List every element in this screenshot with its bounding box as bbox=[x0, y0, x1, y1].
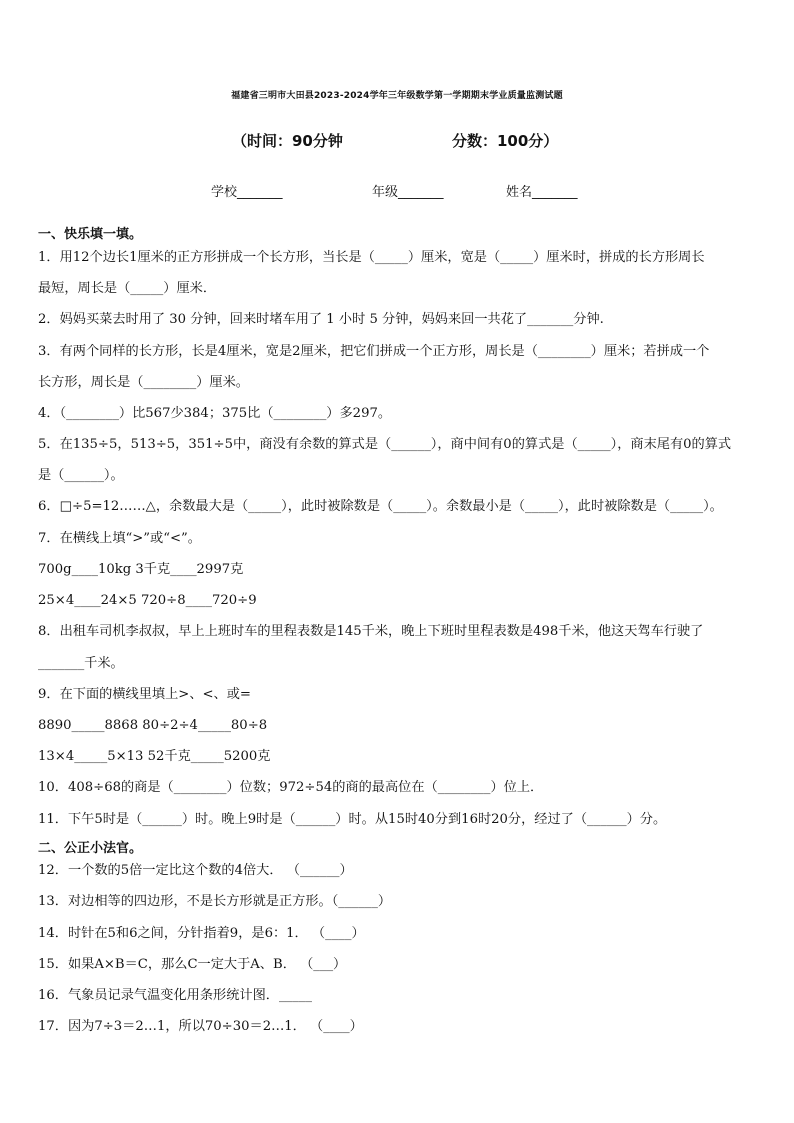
school-field: 学校_______ bbox=[211, 185, 283, 200]
question-9-row-1: 8890_____8868 80÷2÷4_____80÷8 bbox=[38, 718, 268, 733]
exam-time: （时间：90分钟 bbox=[232, 132, 343, 150]
question-7: 7．在横线上填“>”或“<”。 bbox=[38, 531, 201, 546]
exam-score: 分数：100分） bbox=[452, 132, 559, 150]
question-1-line-1: 1．用12个边长1厘米的正方形拼成一个长方形，当长是（_____）厘米，宽是（_____）厘米时，拼成的长方形周长 bbox=[38, 250, 705, 265]
section-heading-fill: 一、快乐填一填。 bbox=[38, 227, 143, 242]
question-9-row-2: 13×4_____5×13 52千克_____5200克 bbox=[38, 749, 271, 764]
question-17: 17．因为7÷3＝2…1，所以70÷30＝2…1． （____） bbox=[38, 1019, 363, 1034]
name-field: 姓名_______ bbox=[506, 185, 578, 200]
question-11: 11．下午5时是（______）时。晚上9时是（______）时。从15时40分到16时20分，经过了（______）分。 bbox=[38, 812, 667, 827]
question-6: 6．□÷5=12……△，余数最大是（_____），此时被除数是（_____）。余数最小是（_____），此时被除数是（_____）。 bbox=[38, 499, 723, 514]
question-14: 14．时针在5和6之间，分针指着9，是6：1． （____） bbox=[38, 926, 365, 941]
question-3-line-2: 长方形，周长是（________）厘米。 bbox=[38, 375, 249, 390]
question-12: 12．一个数的5倍一定比这个数的4倍大． （______） bbox=[38, 863, 353, 878]
question-7-row-1: 700g____10kg 3千克____2997克 bbox=[38, 562, 244, 577]
question-16: 16．气象员记录气温变化用条形统计图．_____ bbox=[38, 988, 312, 1003]
question-4: 4．（________）比567少384；375比（________）多297。 bbox=[38, 406, 392, 421]
question-2: 2．妈妈买菜去时用了 30 分钟，回来时堵车用了 1 小时 5 分钟，妈妈来回一共花了_______分钟. bbox=[38, 312, 604, 327]
question-8-line-2: _______千米。 bbox=[38, 656, 124, 671]
question-13: 13．对边相等的四边形，不是长方形就是正方形。（______） bbox=[38, 894, 392, 909]
question-5-line-2: 是（______）。 bbox=[38, 468, 124, 483]
question-8-line-1: 8．出租车司机李叔叔，早上上班时车的里程表数是145千米，晚上下班时里程表数是498千米，他这天驾车行驶了 bbox=[38, 624, 704, 639]
section-heading-judge: 二、公正小法官。 bbox=[38, 841, 143, 856]
question-7-row-2: 25×4____24×5 720÷8____720÷9 bbox=[38, 593, 257, 608]
question-5-line-1: 5．在135÷5，513÷5，351÷5中，商没有余数的算式是（______），商中间有0的算式是（_____），商末尾有0的算式 bbox=[38, 437, 732, 452]
question-9: 9．在下面的横线里填上>、<、或= bbox=[38, 687, 251, 702]
question-3-line-1: 3．有两个同样的长方形，长是4厘米，宽是2厘米，把它们拼成一个正方形，周长是（________）厘米；若拼成一个 bbox=[38, 344, 710, 359]
question-1-line-2: 最短，周长是（_____）厘米． bbox=[38, 281, 217, 296]
question-10: 10．408÷68的商是（________）位数；972÷54的商的最高位在（________）位上． bbox=[38, 780, 544, 795]
page-title: 福建省三明市大田县2023-2024学年三年级数学第一学期期末学业质量监测试题 bbox=[231, 91, 563, 101]
question-15: 15．如果A×B＝C，那么C一定大于A、B． （___） bbox=[38, 957, 347, 972]
grade-field: 年级_______ bbox=[372, 185, 444, 200]
